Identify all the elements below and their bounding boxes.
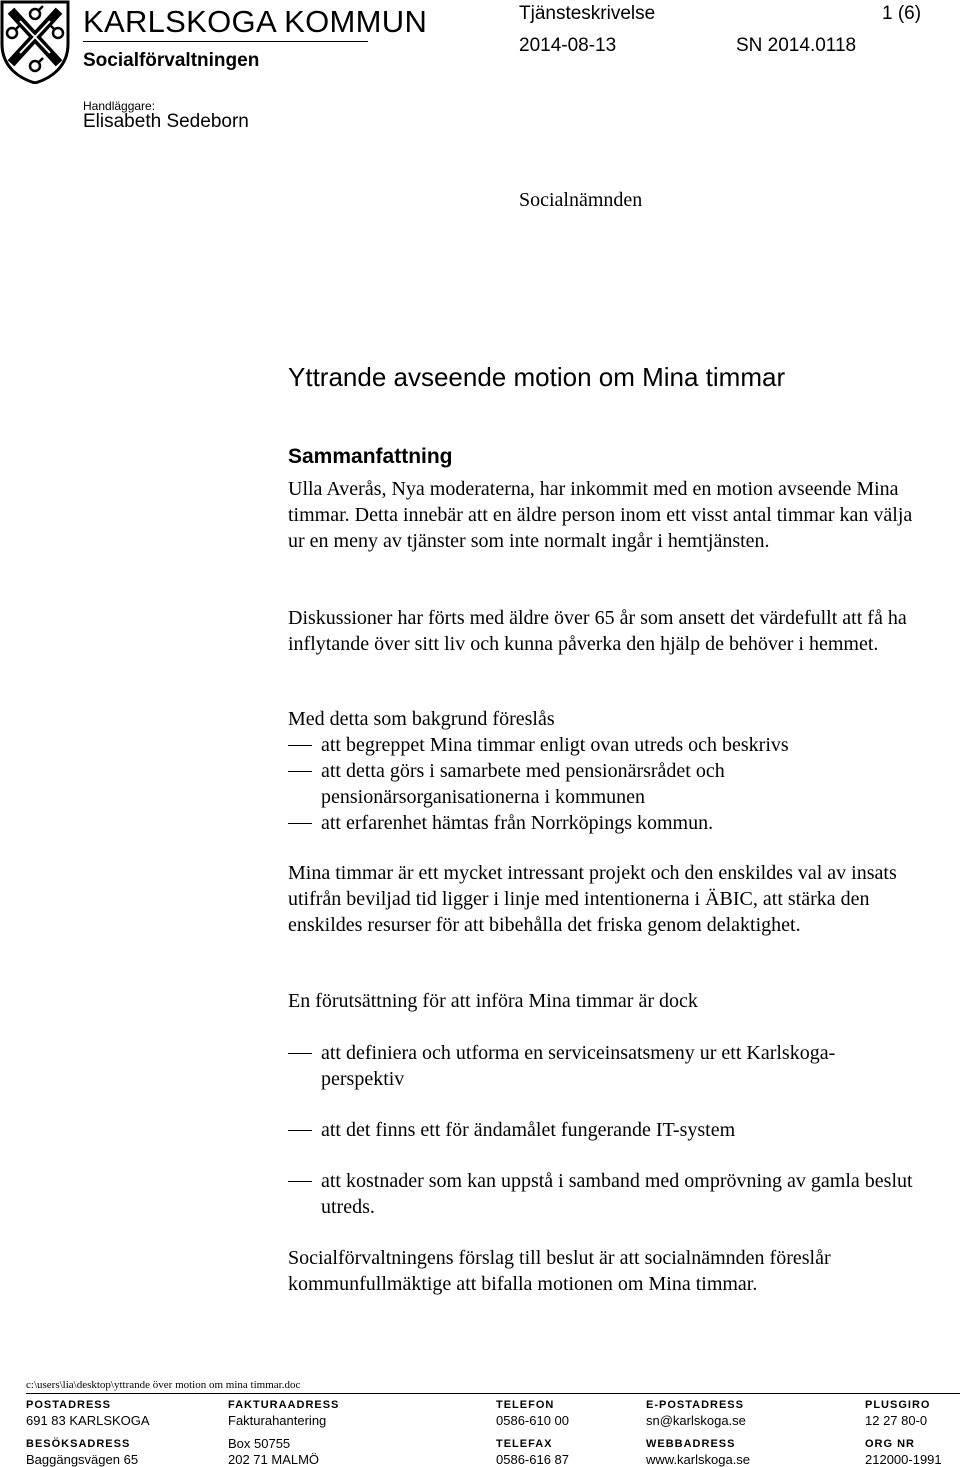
proposal-item-text: att begreppet Mina timmar enligt ovan utreds och beskrivs (321, 734, 789, 756)
telefax-label: TELEFAX (496, 1438, 553, 1450)
fakturaadress-city: 202 71 MALMÖ (228, 1452, 320, 1467)
organization-name: KARLSKOGA KOMMUN (83, 4, 428, 39)
requirement-item (288, 1117, 933, 1143)
webb-label: WEBBADRESS (646, 1438, 736, 1450)
plusgiro-label: PLUSGIRO (865, 1399, 931, 1411)
section-heading: Sammanfattning (288, 445, 453, 468)
fakturaadress-box: Box 50755 (228, 1436, 291, 1451)
file-path: c:\users\lia\desktop\yttrande över motion om mina timmar.doc (26, 1379, 301, 1391)
postadress-label: POSTADRESS (26, 1399, 111, 1411)
besoksadress-value: Baggängsvägen 65 (26, 1452, 139, 1467)
proposal-item (288, 732, 933, 758)
requirement-item-text: att definiera och utforma en serviceinsatsmeny ur ett Karlskoga-perspektiv (321, 1042, 836, 1090)
handler-name: Elisabeth Sedeborn (83, 111, 249, 132)
proposal-item-text: att detta görs i samarbete med pensionärsrådet och pensionärsorganisationerna i kommunen (321, 760, 725, 808)
municipality-coat-of-arms-logo (0, 0, 70, 84)
discussion-paragraph: Diskussioner har förts med äldre över 65 år som ansett det värdefullt att få ha inflytande över sitt liv och kunna påverka den hjälp de behöver i hemmet. (288, 607, 907, 655)
proposal-intro: Med detta som bakgrund föreslås (288, 708, 555, 730)
plusgiro-value: 12 27 80-0 (865, 1413, 928, 1428)
requirement-item-text: att det finns ett för ändamålet fungerande IT-system (321, 1119, 736, 1141)
recipient: Socialnämnden (519, 189, 643, 211)
decision-proposal-paragraph: Socialförvaltningens förslag till beslut är att socialnämnden föreslår kommunfullmäktige att bifalla motionen om Mina timmar. (288, 1247, 831, 1295)
postadress-value: 691 83 KARLSKOGA (26, 1413, 150, 1428)
header-divider (83, 41, 368, 42)
requirement-item (288, 1040, 933, 1092)
document-type: Tjänsteskrivelse (519, 3, 656, 24)
fakturaadress-label: FAKTURAADRESS (228, 1399, 340, 1411)
besoksadress-label: BESÖKSADRESS (26, 1438, 131, 1450)
requirement-item (288, 1168, 933, 1220)
telefon-label: TELEFON (496, 1399, 555, 1411)
proposal-item (288, 758, 933, 810)
proposal-item (288, 810, 933, 836)
telefon-value: 0586-610 00 (496, 1413, 570, 1428)
document-date: 2014-08-13 (519, 35, 617, 56)
handler-label: Handläggare: (83, 99, 156, 113)
telefax-value: 0586-616 87 (496, 1452, 570, 1467)
webb-value[interactable]: www.karlskoga.se (646, 1452, 751, 1467)
footer-divider (26, 1393, 960, 1394)
document-reference: SN 2014.0118 (736, 35, 857, 56)
epost-label: E-POSTADRESS (646, 1399, 744, 1411)
summary-paragraph: Ulla Averås, Nya moderaterna, har inkommit med en motion avseende Mina timmar. Detta innebär att en äldre person inom ett visst antal timmar kan välja ur en meny av tjänster som inte normalt ingår i hemtjänsten. (288, 478, 913, 552)
department-name: Socialförvaltningen (83, 50, 260, 71)
requirement-item-text: att kostnader som kan uppstå i samband med omprövning av gamla beslut utreds. (321, 1170, 913, 1218)
orgnr-value: 212000-1991 (865, 1452, 942, 1467)
page-number: 1 (6) (882, 3, 922, 24)
fakturaadress-value: Fakturahantering (228, 1413, 327, 1428)
assessment-paragraph: Mina timmar är ett mycket intressant projekt och den enskildes val av insats utifrån beviljad tid ligger i linje med intentionerna i ÄBIC, att stärka den enskildes resurser för att bibehålla det friska genom delaktighet. (288, 862, 897, 936)
document-title: Yttrande avseende motion om Mina timmar (288, 362, 786, 392)
prerequisite-intro: En förutsättning för att införa Mina timmar är dock (288, 990, 698, 1012)
epost-value[interactable]: sn@karlskoga.se (646, 1413, 746, 1428)
proposal-block (288, 706, 933, 836)
proposal-item-text: att erfarenhet hämtas från Norrköpings kommun. (321, 812, 714, 834)
orgnr-label: ORG NR (865, 1438, 915, 1450)
